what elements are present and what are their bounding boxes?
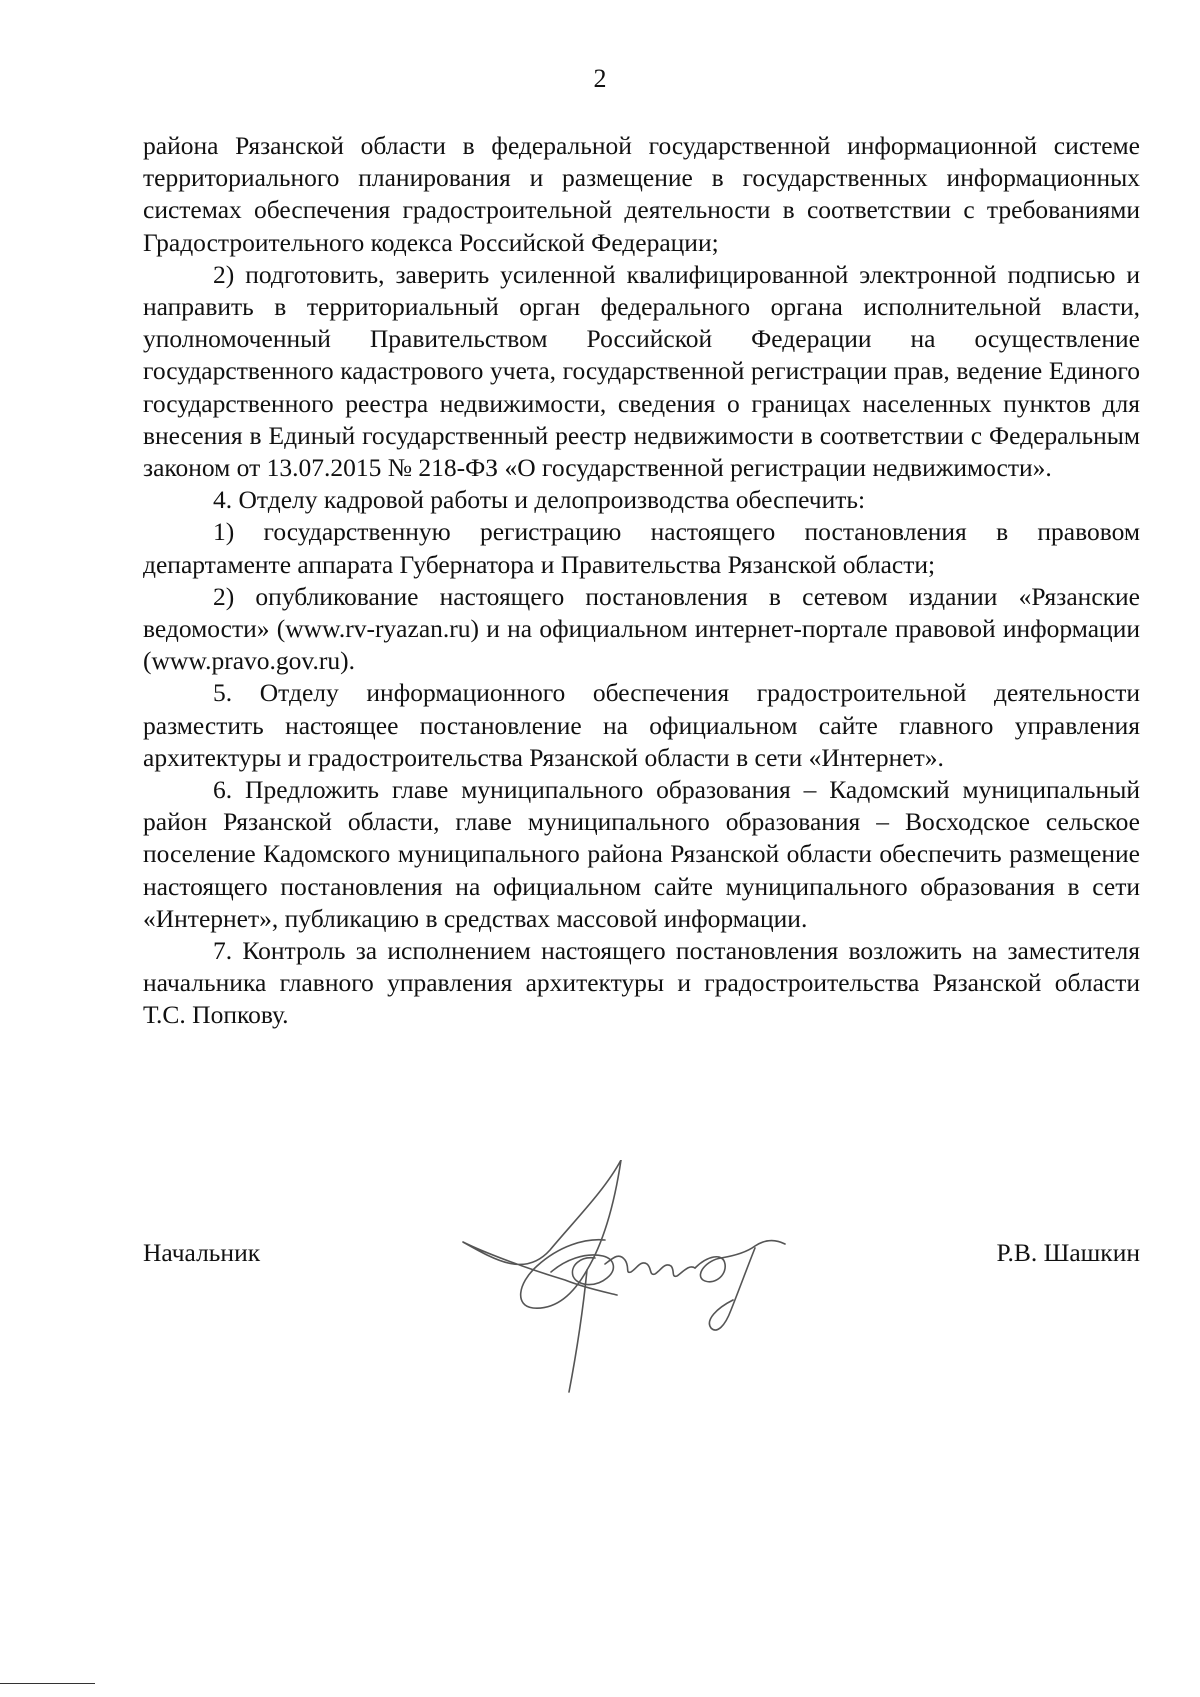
paragraph: 1) государственную регистрацию настоящего постановления в правовом департаменте аппарата Губернатора и Правительства Рязанской области; [143,517,1140,579]
signature-block [143,1237,1140,1277]
paragraph: 5. Отделу информационного обеспечения градостроительной деятельности разместить настоящее постановление на официальном сайте главного управления архитектуры и градостроительства Рязанской области в сети «Интернет». [143,678,1140,772]
document-body [143,130,1140,1032]
paragraph: 7. Контроль за исполнением настоящего постановления возложить на заместителя начальника главного управления архитектуры и градостроительства Рязанской области Т.С. Попкову. [143,936,1140,1030]
paragraph: 6. Предложить главе муниципального образования – Кадомский муниципальный район Рязанской области, главе муниципального образования – Восходское сельское поселение Кадомского муниципального района Рязанской области обеспечить размещение настоящего постановления на официальном сайте муниципального образования в сети «Интернет», публикацию в средствах массовой информации. [143,775,1140,933]
paragraph: района Рязанской области в федеральной государственной информационной системе территориального планирования и размещение в государственных информационных системах обеспечения градостроительной деятельности в соответствии с требованиями Градостроительного кодекса Российской Федерации; [143,131,1140,257]
page-number: 2 [593,64,607,93]
paragraph: 4. Отделу кадровой работы и делопроизводства обеспечить: [213,485,866,515]
signatory-position: Начальник [143,1238,261,1267]
paragraph: 2) опубликование настоящего постановления в сетевом издании «Рязанские ведомости» (www.rv-ryazan.ru) и на официальном интернет-портале правовой информации (www.pravo.gov.ru). [143,581,1140,676]
handwritten-signature [455,1160,815,1400]
scan-edge-line [0,1683,95,1684]
paragraph: 2) подготовить, заверить усиленной квалифицированной электронной подписью и направить в территориальный орган федерального органа исполнительной власти, уполномоченный Правительством Российской Федерации на осуществление государственного кадастрового учета, государственной регистрации прав, ведение Единого государственного реестра недвижимости, сведения о границах населенных пунктов для внесения в Единый государственный реестр недвижимости в соответствии с Федеральным законом от 13.07.2015 № 218-ФЗ «О государственной регистрации недвижимости». [143,259,1140,483]
signatory-name: Р.В. Шашкин [996,1238,1140,1267]
